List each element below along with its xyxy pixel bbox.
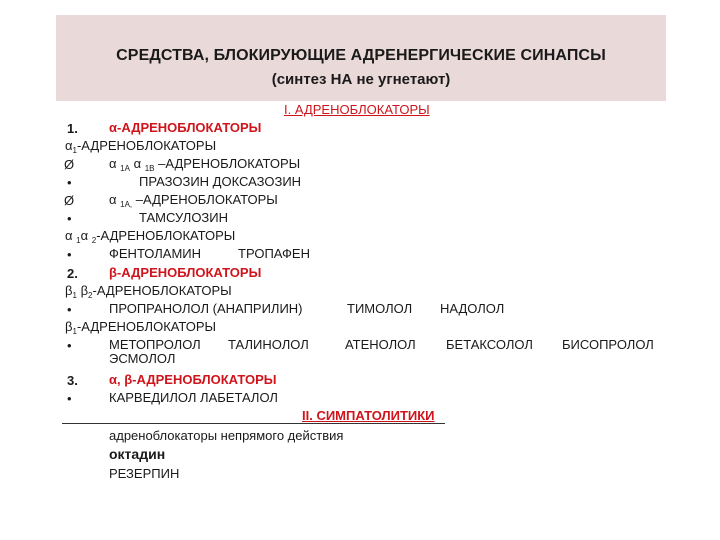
drug-item: РЕЗЕРПИН [109,466,180,481]
bullet: • [67,211,72,226]
group2-number: 2. [67,266,78,281]
alpha1a-subgroup: α $_{1A,}$ –АДРЕНОБЛОКАТОРЫ [109,192,278,209]
beta1-beta2-subgroup: $\beta_1$ $\beta_2$-АДРЕНОБЛОКАТОРЫ [65,283,232,300]
title-banner [56,15,666,101]
drug-item: БИСОПРОЛОЛ [562,337,654,352]
bullet: • [67,175,72,190]
group3-number: 3. [67,373,78,388]
bullet: • [67,338,72,353]
group2-title: β-АДРЕНОБЛОКАТОРЫ [109,265,262,280]
drug-list: ТАМСУЛОЗИН [139,210,229,225]
alpha1a1b-subgroup: α $_{1A}$ α $_{1B}$ –АДРЕНОБЛОКАТОРЫ [109,156,301,173]
beta1-subgroup: $\beta_1$-АДРЕНОБЛОКАТОРЫ [65,319,217,336]
group1-title: α-АДРЕНОБЛОКАТОРЫ [109,120,262,135]
drug-item: ФЕНТОЛАМИН [109,246,202,261]
drug-item: АТЕНОЛОЛ [345,337,416,352]
section2-heading: II. СИМПАТОЛИТИКИ [302,408,435,423]
bullet: • [67,302,72,317]
drug-item: ПРОПРАНОЛОЛ (АНАПРИЛИН) [109,301,303,316]
drug-item: октадин [109,446,166,462]
drug-item: ТРОПАФЕН [238,246,310,261]
bullet: • [67,391,72,406]
group1-number: 1. [67,121,78,136]
drug-item: МЕТОПРОЛОЛ [109,337,201,352]
page-title: СРЕДСТВА, БЛОКИРУЮЩИЕ АДРЕНЕРГИЧЕСКИЕ СИНАПСЫ [116,47,606,64]
drug-item: БЕТАКСОЛОЛ [446,337,533,352]
arrow-bullet: Ø [64,193,75,208]
section2-subtitle: адреноблокаторы непрямого действия [109,428,344,443]
group3-title: α, β-АДРЕНОБЛОКАТОРЫ [109,372,277,387]
drug-item: НАДОЛОЛ [440,301,505,316]
drug-list: ПРАЗОЗИН ДОКСАЗОЗИН [139,174,302,189]
alpha1-subgroup: $\alpha_1$-АДРЕНОБЛОКАТОРЫ [65,138,217,155]
drug-list: КАРВЕДИЛОЛ ЛАБЕТАЛОЛ [109,390,278,405]
alpha1-alpha2-subgroup: α $_1$α $_2$-АДРЕНОБЛОКАТОРЫ [65,228,236,245]
drug-item: ТИМОЛОЛ [347,301,413,316]
bullet: • [67,247,72,262]
drug-item: ТАЛИНОЛОЛ [228,337,309,352]
divider-line [62,423,445,424]
page-subtitle: (синтез НА не угнетают) [271,71,451,88]
section1-heading: I. АДРЕНОБЛОКАТОРЫ [284,102,430,117]
drug-item: ЭСМОЛОЛ [109,351,176,366]
arrow-bullet: Ø [64,157,75,172]
